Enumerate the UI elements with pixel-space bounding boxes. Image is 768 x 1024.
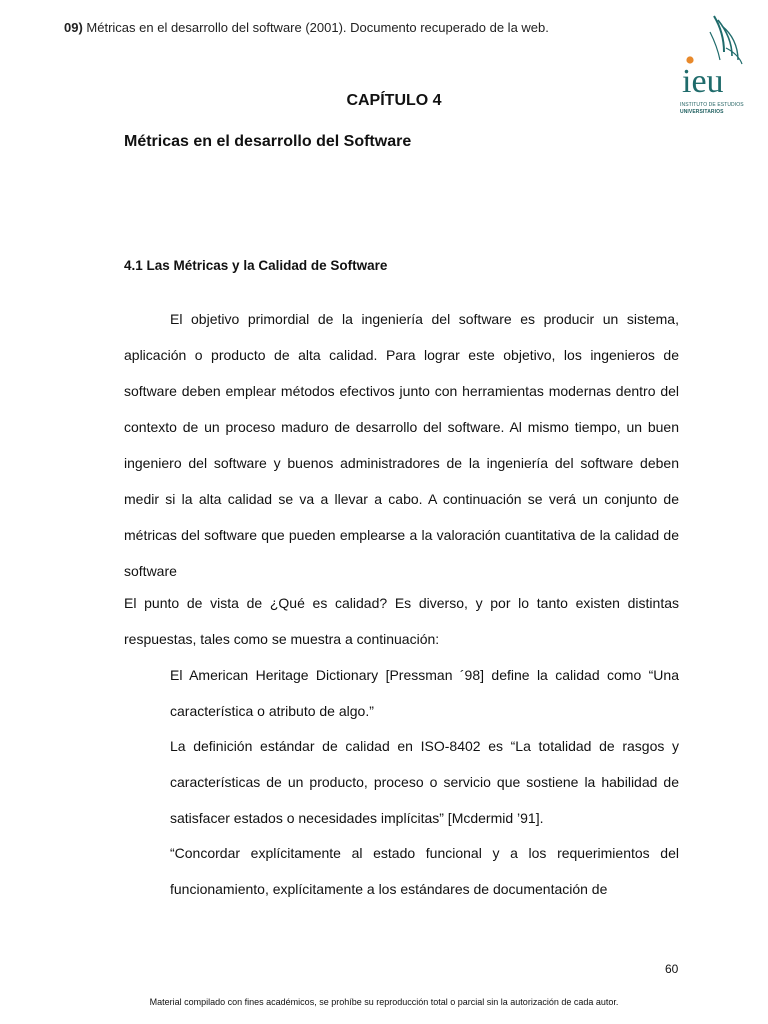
chapter-heading (0, 92, 768, 110)
reference-text: Métricas en el desarrollo del software (2001). Documento recuperado de la web. (82, 20, 549, 35)
definition-iso-8402: La definición estándar de calidad en ISO-8402 es “La totalidad de rasgos y características de un producto, proceso o servicio que sostiene la habilidad de satisfacer estados o necesidades implícitas” [Mcdermid ’91]. (170, 738, 679, 826)
reference-number: 09) (64, 20, 83, 35)
paragraph-quality-question: El punto de vista de ¿Qué es calidad? Es diverso, y por lo tanto existen distintas respuestas, tales como se muestra a continuación: (124, 595, 679, 647)
paragraph-intro: El objetivo primordial de la ingeniería del software es producir un sistema, aplicación o producto de alta calidad. Para lograr este objetivo, los ingenieros de software deben emplear métodos efectivos junto con herramientas modernas dentro del contexto de un proceso maduro de desarrollo del software. Al mismo tiempo, un buen ingeniero del software y buenos administradores de la ingeniería del software deben medir si la alta calidad se va a llevar a cabo. A continuación se verá un conjunto de métricas del software que pueden emplearse a la valoración cuantitativa de la calidad de software (124, 311, 679, 579)
logo-wordmark: ieu (682, 63, 724, 100)
document-reference (64, 20, 549, 35)
footer-notice-text: Material compilado con fines académicos, se prohíbe su reproducción total o parcial sin la autorización de cada autor. (149, 997, 619, 1007)
logo-line-1: INSTITUTO DE ESTUDIOS (680, 102, 744, 108)
definition-explicit-requirements: “Concordar explícitamente al estado funcional y a los requerimientos del funcionamiento, explícitamente a los estándares de documentación de (170, 845, 679, 897)
ieu-logo-mark (680, 12, 750, 100)
footer-notice (0, 997, 768, 1007)
definition-american-heritage: El American Heritage Dictionary [Pressman ´98] define la calidad como “Una característica o atributo de algo.” (170, 667, 679, 719)
document-title: Métricas en el desarrollo del Software (124, 133, 412, 150)
chapter-heading-text: CAPÍTULO 4 (346, 92, 442, 109)
section-heading: 4.1 Las Métricas y la Calidad de Software (124, 258, 388, 273)
logo-line-2: UNIVERSITARIOS (680, 109, 724, 115)
page-number: 60 (665, 962, 679, 976)
